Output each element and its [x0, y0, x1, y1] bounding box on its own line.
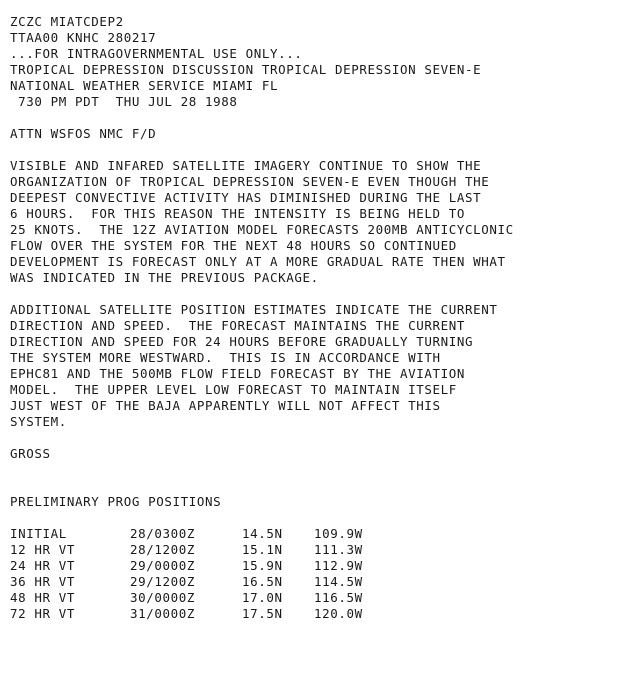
- valid-time: 29/1200Z: [130, 574, 196, 589]
- header-line: ZCZC MIATCDEP2: [10, 14, 124, 29]
- paragraph-line: FLOW OVER THE SYSTEM FOR THE NEXT 48 HOURS SO CONTINUED: [10, 238, 457, 253]
- longitude: 120.0W: [314, 606, 363, 621]
- longitude: 111.3W: [314, 542, 363, 557]
- longitude: 116.5W: [314, 590, 363, 605]
- paragraph-line: ORGANIZATION OF TROPICAL DEPRESSION SEVEN-E EVEN THOUGH THE: [10, 174, 490, 189]
- latitude: 15.1N: [242, 542, 283, 557]
- forecast-label: 24 HR VT: [10, 558, 76, 573]
- table-row: [10, 590, 394, 606]
- valid-time: 28/0300Z: [130, 526, 196, 541]
- longitude: 114.5W: [314, 574, 363, 589]
- weather-discussion-document: [10, 14, 630, 622]
- table-row: [10, 606, 394, 622]
- forecast-label: 12 HR VT: [10, 542, 76, 557]
- forecaster-signature: GROSS: [10, 446, 51, 461]
- discussion-paragraph-2: [10, 302, 630, 430]
- latitude: 15.9N: [242, 558, 283, 573]
- paragraph-line: SYSTEM.: [10, 414, 67, 429]
- latitude: 17.5N: [242, 606, 283, 621]
- longitude: 112.9W: [314, 558, 363, 573]
- table-row: [10, 526, 394, 542]
- paragraph-line: 6 HOURS. FOR THIS REASON THE INTENSITY IS BEING HELD TO: [10, 206, 466, 221]
- paragraph-line: VISIBLE AND INFARED SATELLITE IMAGERY CONTINUE TO SHOW THE: [10, 158, 482, 173]
- table-row: [10, 542, 394, 558]
- forecast-label: 48 HR VT: [10, 590, 76, 605]
- paragraph-line: THE SYSTEM MORE WESTWARD. THIS IS IN ACCORDANCE WITH: [10, 350, 441, 365]
- issuing-office: NATIONAL WEATHER SERVICE MIAMI FL: [10, 78, 279, 93]
- header-line: ...FOR INTRAGOVERNMENTAL USE ONLY...: [10, 46, 303, 61]
- valid-time: 29/0000Z: [130, 558, 196, 573]
- latitude: 17.0N: [242, 590, 283, 605]
- issue-time: 730 PM PDT THU JUL 28 1988: [10, 94, 238, 109]
- header-block: [10, 14, 630, 110]
- discussion-paragraph-1: [10, 158, 630, 286]
- valid-time: 30/0000Z: [130, 590, 196, 605]
- prog-positions-title: PRELIMINARY PROG POSITIONS: [10, 494, 222, 509]
- latitude: 14.5N: [242, 526, 283, 541]
- attention-line: ATTN WSFOS NMC F/D: [10, 126, 157, 141]
- prog-positions-table: [10, 526, 394, 622]
- forecast-label: INITIAL: [10, 526, 67, 541]
- latitude: 16.5N: [242, 574, 283, 589]
- paragraph-line: 25 KNOTS. THE 12Z AVIATION MODEL FORECASTS 200MB ANTICYCLONIC: [10, 222, 514, 237]
- paragraph-line: MODEL. THE UPPER LEVEL LOW FORECAST TO MAINTAIN ITSELF: [10, 382, 457, 397]
- paragraph-line: DIRECTION AND SPEED FOR 24 HOURS BEFORE GRADUALLY TURNING: [10, 334, 474, 349]
- paragraph-line: EPHC81 AND THE 500MB FLOW FIELD FORECAST BY THE AVIATION: [10, 366, 466, 381]
- table-row: [10, 558, 394, 574]
- table-row: [10, 574, 394, 590]
- paragraph-line: ADDITIONAL SATELLITE POSITION ESTIMATES INDICATE THE CURRENT: [10, 302, 498, 317]
- forecast-label: 36 HR VT: [10, 574, 76, 589]
- paragraph-line: DEVELOPMENT IS FORECAST ONLY AT A MORE GRADUAL RATE THEN WHAT: [10, 254, 506, 269]
- valid-time: 28/1200Z: [130, 542, 196, 557]
- longitude: 109.9W: [314, 526, 363, 541]
- header-line: TTAA00 KNHC 280217: [10, 30, 157, 45]
- valid-time: 31/0000Z: [130, 606, 196, 621]
- paragraph-line: DIRECTION AND SPEED. THE FORECAST MAINTAINS THE CURRENT: [10, 318, 466, 333]
- paragraph-line: JUST WEST OF THE BAJA APPARENTLY WILL NOT AFFECT THIS: [10, 398, 441, 413]
- forecast-label: 72 HR VT: [10, 606, 76, 621]
- document-title: TROPICAL DEPRESSION DISCUSSION TROPICAL DEPRESSION SEVEN-E: [10, 62, 482, 77]
- paragraph-line: WAS INDICATED IN THE PREVIOUS PACKAGE.: [10, 270, 319, 285]
- paragraph-line: DEEPEST CONVECTIVE ACTIVITY HAS DIMINISHED DURING THE LAST: [10, 190, 482, 205]
